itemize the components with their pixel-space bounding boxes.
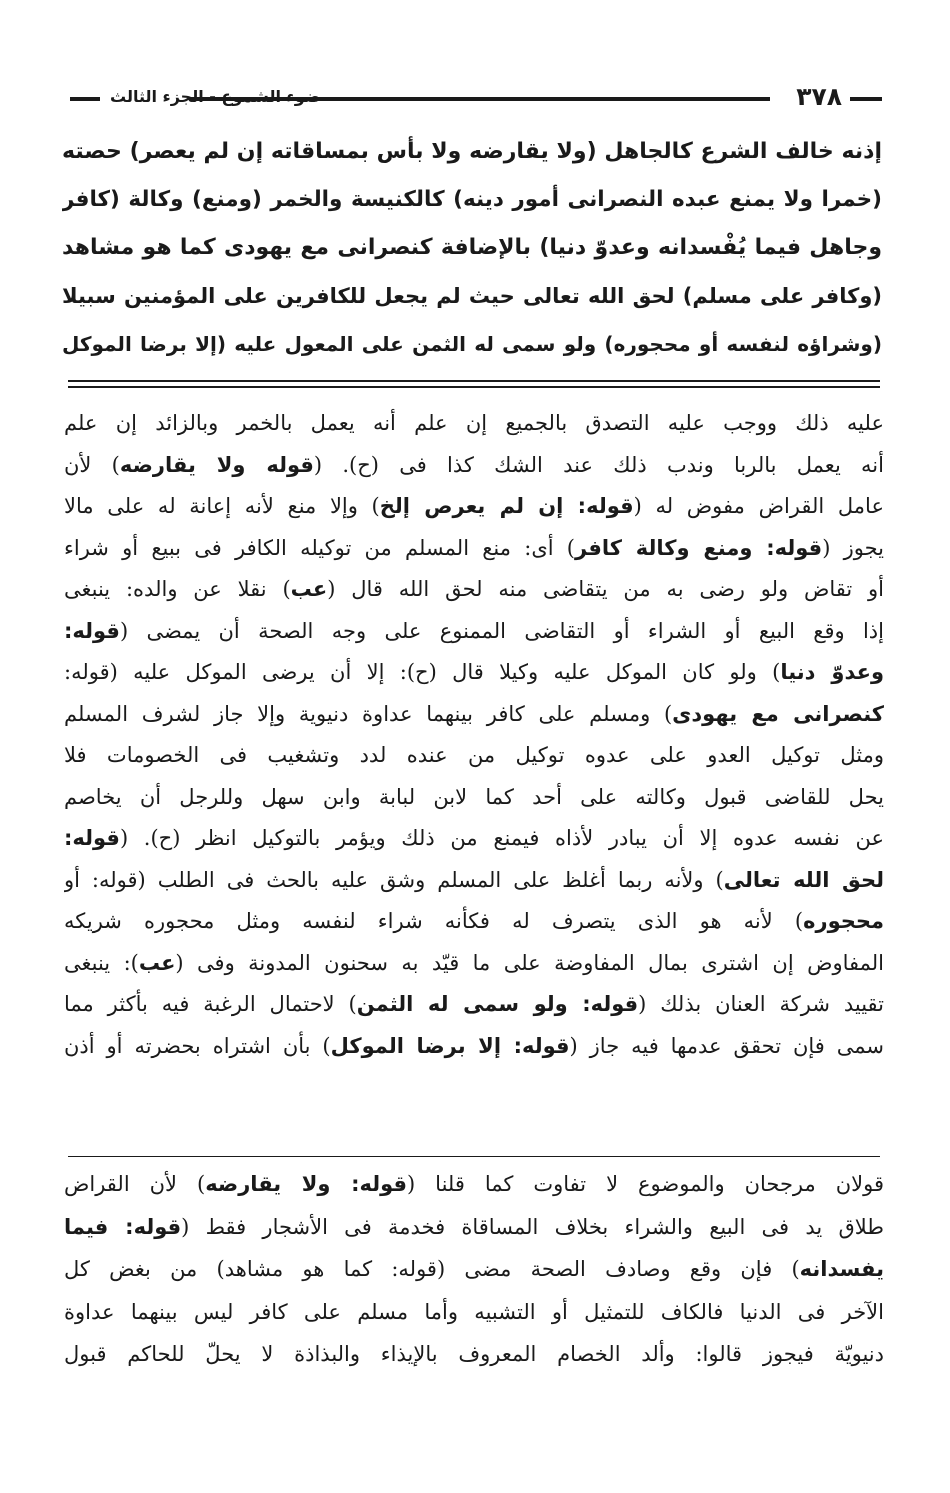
main-text-line: (خمرا ولا يمنع عبده النصرانى أمور دينه) كالكنيسة والخمر (ومنع) وكالة (كافر (62, 187, 882, 212)
footnote-line: قولان مرجحان والموضوع لا تفاوت كما قلنا (قوله: ولا يقارضه) لأن القراض (64, 1172, 884, 1196)
commentary-text (64, 403, 884, 1067)
main-text-line: إذنه خالف الشرع كالجاهل (ولا يقارضه ولا بأس بمساقاته إن لم يعصر) حصته (62, 139, 882, 164)
footnote-line: دنيويّة فيجوز قالوا: وألد الخصام المعروف بالإيذاء والبذاذة لا يحلّ للحاكم قبول (64, 1342, 884, 1366)
page-header (70, 80, 882, 114)
footnote-line: يفسدانه) فإن وقع وصادف الصحة مضى (قوله: كما هو مشاهد) من بغض كل (64, 1257, 884, 1281)
footnote-line: طلاق يد فى البيع والشراء بخلاف المساقاة فخدمة فى الأشجار فقط (قوله: فيما (64, 1214, 884, 1239)
page-number: ٣٧٨ (796, 82, 842, 111)
main-text-line: (وشراؤه لنفسه أو محجوره) ولو سمى له الثمن على المعول عليه (إلا برضا الموكل (62, 332, 882, 356)
commentary-line: كنصرانى مع يهودى) ومسلم على كافر بينهما عداوة دنيوية وإلا جاز لشرف المسلم (64, 701, 884, 726)
commentary-line: أنه يعمل بالربا وندب ذلك عند الشك كذا فى (ح). (قوله ولا يقارضه) لأن (64, 452, 884, 477)
commentary-line: عن نفسه عدوه إلا أن يبادر لأذاه فيمنع من ذلك ويؤمر بالتوكيل انظر (ح). (قوله: (64, 826, 884, 850)
commentary-line: سمى فإن تحقق عدمها فيه جاز (قوله: إلا برضا الموكل) بأن اشتراه بحضرته أو أذن (64, 1033, 884, 1058)
footnotes-text (64, 1163, 884, 1376)
commentary-line: ومثل توكيل العدو على عدوه توكيل من عنده لدد وتشغيب فى الخصومات فلا (64, 743, 884, 767)
commentary-line: يحل للقاضى قبول وكالته على أحد كما لابن لبابة وابن سهل وللرجل أن يخاصم (64, 784, 884, 809)
footnote-divider (68, 1156, 880, 1157)
commentary-line: وعدوّ دنيا) ولو كان الموكل عليه وكيلا قال (ح): إلا أن يرضى الموكل عليه (قوله: (64, 660, 884, 684)
commentary-line: إذا وقع البيع أو الشراء أو التقاضى الممنوع على وجه الصحة أن يمضى (قوله: (64, 618, 884, 643)
header-dash-right (850, 97, 882, 101)
main-text-line: وجاهل فيما يُفْسدانه وعدوّ دنيا) بالإضافة كنصرانى مع يهودى كما هو مشاهد (62, 235, 882, 260)
commentary-line: يجوز (قوله: ومنع وكالة كافر) أى: منع المسلم من توكيله الكافر فى ببيع أو شراء (64, 535, 884, 560)
commentary-line: عليه ذلك ووجب عليه التصدق بالجميع إن علم أنه يعمل بالخمر وبالزائد إن علم (64, 411, 884, 435)
commentary-line: عامل القراض مفوض له (قوله: إن لم يعرص إلخ) وإلا منع لأنه إعانة له على مالا (64, 494, 884, 518)
commentary-line: لحق الله تعالى) ولأنه ربما أغلظ على المسلم وشق عليه بالحث فى الطلب (قوله: أو (64, 867, 884, 892)
footnote-line: الآخر فى الدنيا فالكاف للتمثيل أو التشبيه وأما مسلم على كافر ليس بينهما عداوة (64, 1299, 884, 1324)
book-title: ضوء الشموع - الجزء الثالث (110, 87, 321, 106)
commentary-line: تقييد شركة العنان بذلك (قوله: ولو سمى له الثمن) لاحتمال الرغبة فيه بأكثر مما (64, 992, 884, 1016)
main-text-divider-top (68, 380, 880, 382)
commentary-line: المفاوض إن اشترى بمال المفاوضة على ما قيّد به سحنون المدونة وفى (عب): ينبغى (64, 950, 884, 975)
commentary-line: محجوره) لأنه هو الذى يتصرف له فكأنه شراء لنفسه ومثل محجوره شريكه (64, 909, 884, 933)
main-text-line: (وكافر على مسلم) لحق الله تعالى حيث لم يجعل للكافرين على المؤمنين سبيلا (62, 284, 882, 308)
header-dash-left (70, 97, 100, 101)
commentary-line: أو تقاض ولو رضى به من يتقاضى منه لحق الله قال (عب) نقلا عن والده: ينبغى (64, 577, 884, 601)
main-text-divider-bottom (68, 386, 880, 388)
main-text (62, 128, 882, 368)
